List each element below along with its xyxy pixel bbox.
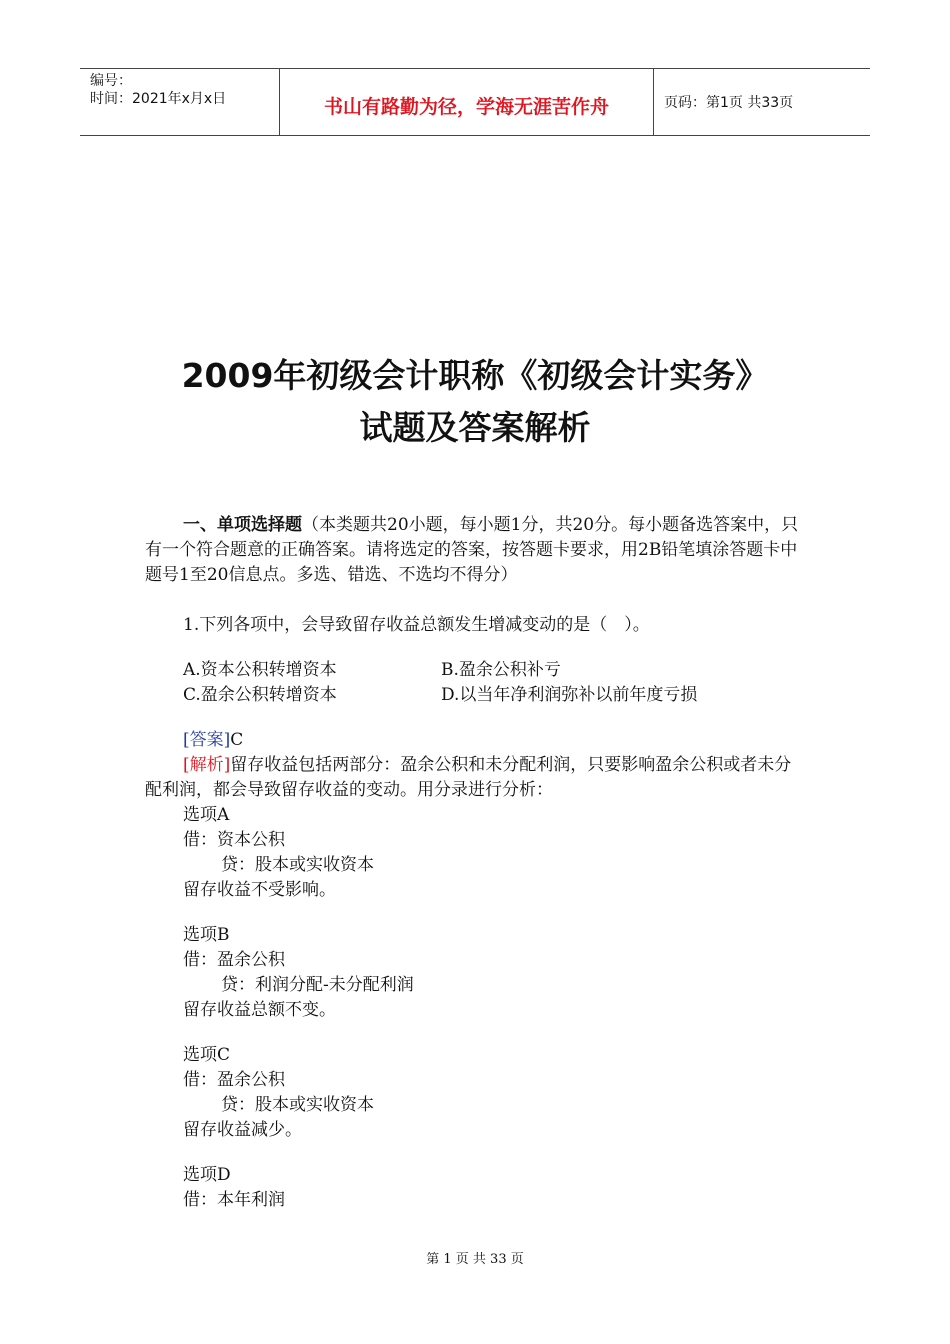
page-footer: 第 1 页 共 33 页 bbox=[426, 1252, 524, 1267]
entry-result: 留存收益减少。 bbox=[183, 1120, 302, 1140]
header-page-info: 页码：第1页 共33页 bbox=[664, 95, 794, 111]
document-body bbox=[145, 513, 805, 1213]
entry-title: 选项A bbox=[183, 805, 230, 825]
entry-title: 选项B bbox=[183, 925, 230, 945]
entry-result: 留存收益总额不变。 bbox=[183, 1000, 336, 1020]
options-row-2 bbox=[145, 683, 805, 708]
document-title-line2: 试题及答案解析 bbox=[359, 408, 591, 447]
entry-credit: 贷：股本或实收资本 bbox=[221, 855, 374, 875]
analysis-label: [解析] bbox=[183, 755, 231, 775]
document-title-line1: 2009年初级会计职称《初级会计实务》 bbox=[181, 356, 769, 395]
option-b: B.盈余公积补亏 bbox=[441, 660, 561, 680]
entry-credit: 贷：股本或实收资本 bbox=[221, 1095, 374, 1115]
option-a: A.资本公积转增资本 bbox=[183, 660, 337, 680]
page-header bbox=[80, 68, 870, 136]
option-d: D.以当年净利润弥补以前年度亏损 bbox=[441, 685, 698, 705]
entry-title: 选项C bbox=[183, 1045, 231, 1065]
options-row-1 bbox=[145, 658, 805, 683]
entry-result: 留存收益不受影响。 bbox=[183, 880, 336, 900]
answer-label: [答案] bbox=[183, 730, 231, 750]
section-instruction: （本类题共20小题，每小题1分，共20分。每小题备选答案中，只有一个符合题意的正确答案。请将选定的答案，按答题卡要求，用2B铅笔填涂答题卡中题号1至20信息点。多选、错选、不选均不得分） bbox=[145, 515, 799, 585]
option-c: C.盈余公积转增资本 bbox=[183, 685, 337, 705]
analysis-text: 留存收益包括两部分：盈余公积和未分配利润，只要影响盈余公积或者未分配利润，都会导致留存收益的变动。用分录进行分析： bbox=[145, 755, 792, 800]
entry-debit: 借：盈余公积 bbox=[183, 950, 285, 970]
answer-line bbox=[145, 728, 805, 753]
section-heading: 一、单项选择题 bbox=[183, 515, 302, 535]
number-label: 编号： bbox=[90, 73, 132, 89]
entry-title: 选项D bbox=[183, 1165, 231, 1185]
header-motto: 书山有路勤为径，学海无涯苦作舟 bbox=[280, 69, 654, 135]
entry-credit: 贷：利润分配-未分配利润 bbox=[221, 975, 414, 995]
header-meta bbox=[80, 69, 280, 135]
entry-debit: 借：资本公积 bbox=[183, 830, 285, 850]
time-label: 时间：2021年x月x日 bbox=[90, 91, 227, 107]
entry-debit: 借：盈余公积 bbox=[183, 1070, 285, 1090]
analysis-paragraph bbox=[145, 753, 805, 803]
answer-value: C bbox=[230, 730, 244, 750]
question-stem: 1.下列各项中，会导致留存收益总额发生增减变动的是（ ）。 bbox=[183, 615, 650, 635]
section-intro bbox=[145, 513, 805, 588]
entry-debit: 借：本年利润 bbox=[183, 1190, 285, 1210]
